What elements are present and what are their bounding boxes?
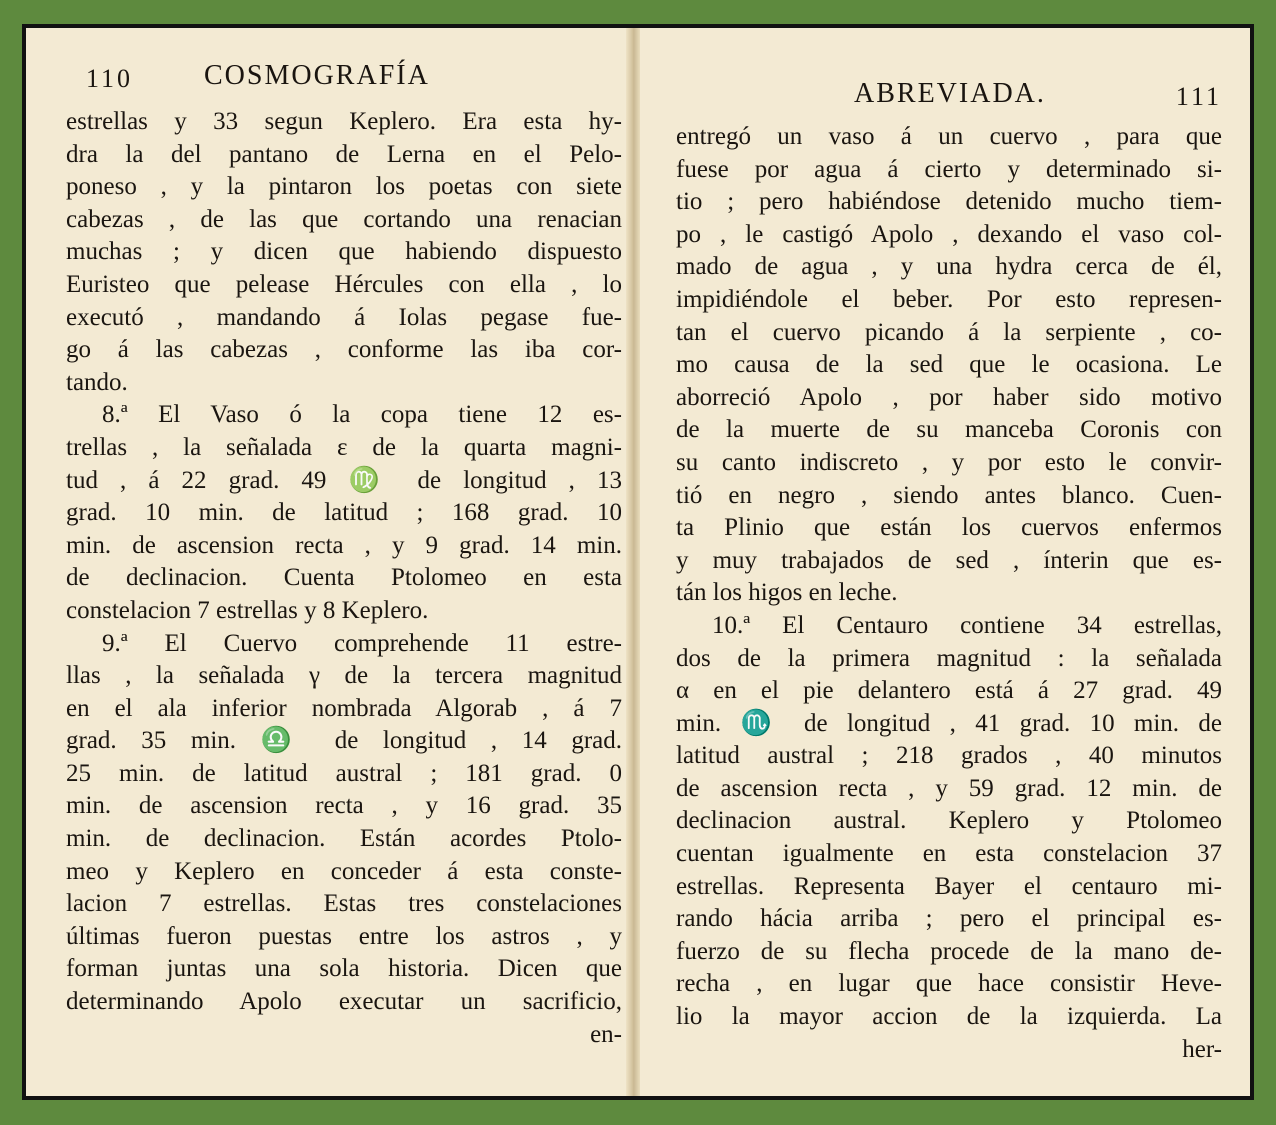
text-line: trellas , la señalada ε de la quarta magni- <box>66 433 622 461</box>
text-line: tio ; pero habiéndose detenido mucho tiem- <box>676 188 1222 216</box>
book-spread <box>26 28 1250 1096</box>
text-line: min. de ascension recta , y 16 grad. 35 <box>66 792 622 820</box>
text-line: muchas ; y dicen que habiendo dispuesto <box>66 238 622 266</box>
text-line: recha , en lugar que hace consistir Heve- <box>676 970 1222 998</box>
right-page-body <box>676 121 1222 1066</box>
text-line: constelacion 7 estrellas y 8 Keplero. <box>66 596 429 624</box>
text-line: su canto indiscreto , y por esto le convir- <box>676 448 1222 476</box>
text-line: min. ♏ de longitud , 41 grad. 10 min. de <box>676 709 1222 737</box>
text-line: de la muerte de su manceba Coronis con <box>676 416 1222 444</box>
text-line: aborreció Apolo , por haber sido motivo <box>676 383 1222 411</box>
text-line: 8.ª El Vaso ó la copa tiene 12 es- <box>102 401 622 429</box>
text-line: dos de la primera magnitud : la señalada <box>676 644 1222 672</box>
text-line: entregó un vaso á un cuervo , para que <box>676 123 1222 150</box>
text-line: declinacion austral. Keplero y Ptolomeo <box>676 807 1222 835</box>
text-line: estrellas. Representa Bayer el centauro mi- <box>676 872 1222 900</box>
text-line: Euristeo que pelease Hércules con ella , lo <box>66 270 622 298</box>
right-page <box>676 28 1222 1096</box>
text-line: en el ala inferior nombrada Algorab , á 7 <box>66 694 622 722</box>
text-line: lio la mayor accion de la izquierda. La <box>676 1003 1222 1031</box>
text-line: min. de ascension recta , y 9 grad. 14 min. <box>66 531 622 559</box>
text-line: mo causa de la sed que le ocasiona. Le <box>676 351 1222 379</box>
text-line: fuerzo de su flecha procede de la mano de- <box>676 937 1222 965</box>
text-line: 10.ª El Centauro contiene 34 estrellas, <box>712 611 1222 639</box>
text-line: tando. <box>66 368 128 396</box>
text-line: 25 min. de latitud austral ; 181 grad. 0 <box>66 759 622 787</box>
text-line: min. de declinacion. Están acordes Ptolo- <box>66 825 622 853</box>
text-line: latitud austral ; 218 grados , 40 minutos <box>676 742 1222 770</box>
left-page <box>66 28 622 1096</box>
text-line: ta Plinio que están los cuervos enfermos <box>676 514 1222 542</box>
text-line: lacion 7 estrellas. Estas tres constelaciones <box>66 890 622 918</box>
text-line: po , le castigó Apolo , dexando el vaso col- <box>676 220 1222 248</box>
text-line: en- <box>590 1020 622 1048</box>
text-line: estrellas y 33 segun Keplero. Era esta hy- <box>66 108 622 135</box>
left-running-head: COSMOGRAFÍA <box>204 60 430 91</box>
text-line: cuentan igualmente en esta constelacion 37 <box>676 840 1222 868</box>
text-line: grad. 35 min. ♎ de longitud , 14 grad. <box>66 727 622 755</box>
right-page-number: 111 <box>1175 82 1222 111</box>
text-line: α en el pie delantero está á 27 grad. 49 <box>676 677 1222 705</box>
text-line: go á las cabezas , conforme las iba cor- <box>66 336 622 364</box>
left-page-number: 110 <box>86 64 134 93</box>
text-line: últimas fueron puestas entre los astros , y <box>66 922 622 950</box>
text-line: tán los higos en leche. <box>676 579 898 607</box>
text-line: tud , á 22 grad. 49 ♍ de longitud , 13 <box>66 466 622 494</box>
text-line: llas , la señalada γ de la tercera magnitud <box>66 662 622 690</box>
text-line: her- <box>1182 1035 1222 1063</box>
right-running-head: ABREVIADA. <box>854 78 1046 109</box>
text-line: y muy trabajados de sed , ínterin que es- <box>676 546 1222 574</box>
text-line: tan el cuervo picando á la serpiente , co- <box>676 318 1222 346</box>
text-line: forman juntas una sola historia. Dicen que <box>66 955 622 983</box>
text-line: de declinacion. Cuenta Ptolomeo en esta <box>66 564 622 592</box>
image-frame <box>22 24 1254 1100</box>
text-line: determinando Apolo executar un sacrificio, <box>66 988 622 1016</box>
left-page-body <box>66 106 622 1051</box>
text-line: grad. 10 min. de latitud ; 168 grad. 10 <box>66 499 622 527</box>
text-line: fuese por agua á cierto y determinado si- <box>676 155 1222 183</box>
text-line: de ascension recta , y 59 grad. 12 min. de <box>676 774 1222 802</box>
text-line: cabezas , de las que cortando una renacian <box>66 205 622 233</box>
book-gutter <box>626 28 640 1096</box>
text-line: meo y Keplero en conceder á esta conste- <box>66 857 622 885</box>
text-line: executó , mandando á Iolas pegase fue- <box>66 303 622 331</box>
text-line: poneso , y la pintaron los poetas con siete <box>66 173 622 201</box>
text-line: 9.ª El Cuervo comprehende 11 estre- <box>102 629 622 657</box>
left-page-header <box>66 60 622 94</box>
text-line: rando hácia arriba ; pero el principal es- <box>676 905 1222 933</box>
right-page-header <box>676 60 1222 111</box>
text-line: mado de agua , y una hydra cerca de él, <box>676 253 1222 281</box>
text-line: dra la del pantano de Lerna en el Pelo- <box>66 140 622 168</box>
text-line: tió en negro , siendo antes blanco. Cuen- <box>676 481 1222 509</box>
text-line: impidiéndole el beber. Por esto represen- <box>676 285 1222 313</box>
